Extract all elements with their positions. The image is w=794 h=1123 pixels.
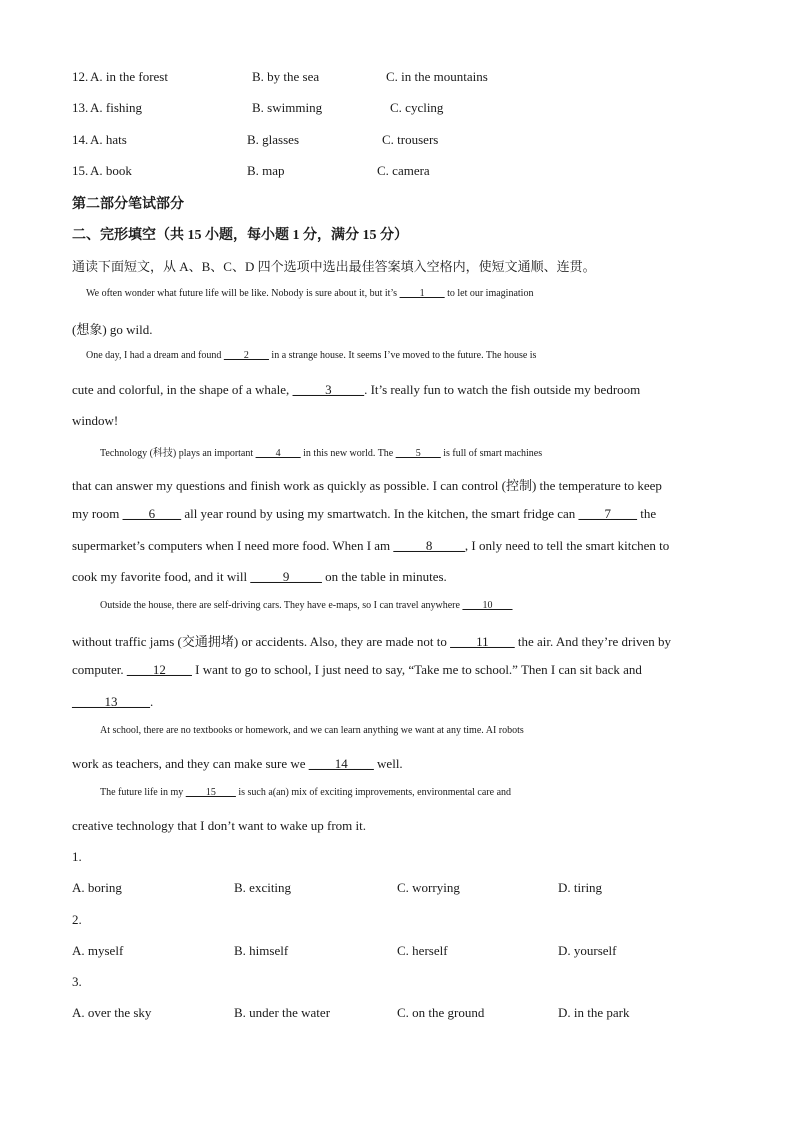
question-number: 2. xyxy=(72,912,82,927)
passage-text: Outside the house, there are self-driving cars. They have e-maps, so I can travel anywhere xyxy=(100,600,463,611)
option-c: C. in the mountains xyxy=(386,69,488,84)
section-title: 二、完形填空（共 15 小题，每小题 1 分，满分 15 分） xyxy=(72,228,408,243)
option-d: D. yourself xyxy=(558,943,617,958)
passage-line xyxy=(72,569,722,585)
option-a: A. boring xyxy=(72,880,122,895)
passage-text: supermarket’s computers when I need more food. When I am xyxy=(72,537,394,553)
passage-line xyxy=(72,818,722,834)
passage-line xyxy=(72,288,736,299)
passage-line xyxy=(72,475,722,494)
passage-line xyxy=(72,694,722,710)
passage-text: well. xyxy=(373,756,403,771)
option-c: C. cycling xyxy=(390,100,444,115)
passage-text: window! xyxy=(72,412,119,428)
part-two-title: 第二部分笔试部分 xyxy=(72,197,184,212)
passage-text: At school, there are no textbooks or homework, and we can learn anything we want at any time. AI robots xyxy=(100,724,524,736)
option-a: A. over the sky xyxy=(72,1005,152,1020)
blank: ____4____ xyxy=(255,448,301,459)
passage-text: on the table in minutes. xyxy=(321,568,447,584)
option-d: D. in the park xyxy=(558,1005,630,1020)
blank: ____14____ xyxy=(308,756,374,771)
passage-text: . xyxy=(150,693,154,709)
passage-text: cook my favorite food, and it will xyxy=(72,568,251,584)
option-c: C. trousers xyxy=(382,132,439,147)
question-number: 15. xyxy=(72,163,89,178)
blank: ____10____ xyxy=(462,600,513,611)
option-b: B. under the water xyxy=(234,1005,331,1020)
option-b: B. by the sea xyxy=(252,69,320,84)
option-a: A. myself xyxy=(72,943,124,958)
passage-text: , I only need to tell the smart kitchen to xyxy=(464,537,670,553)
passage-line xyxy=(72,725,750,736)
passage-line xyxy=(72,350,736,361)
passage-line xyxy=(72,444,750,459)
passage-text: is full of smart machines xyxy=(440,448,543,459)
option-a: A. fishing xyxy=(90,100,142,115)
blank: _____3_____ xyxy=(292,381,365,397)
option-a: A. book xyxy=(90,163,132,178)
passage-text: I want to go to school, I just need to say, “Take me to school.” Then I can sit back and xyxy=(191,662,642,678)
option-d: D. tiring xyxy=(558,880,603,895)
passage-line xyxy=(72,787,750,798)
passage-line xyxy=(72,600,750,611)
blank: ____6____ xyxy=(122,506,182,522)
question-number: 12. xyxy=(72,69,89,84)
passage-text: One day, I had a dream and found xyxy=(86,350,224,362)
blank: ____1____ xyxy=(399,288,445,299)
option-b: B. glasses xyxy=(247,132,299,147)
question-number: 13. xyxy=(72,100,89,115)
passage-line xyxy=(72,662,722,678)
option-c: C. camera xyxy=(377,163,430,178)
option-c: C. on the ground xyxy=(397,1005,485,1020)
passage-text: that can answer my questions and finish work as quickly as possible. I can control (控制) the temperature to keep xyxy=(72,478,662,494)
blank: ____11____ xyxy=(450,634,515,650)
blank: ____7____ xyxy=(578,506,638,522)
passage-line xyxy=(72,756,722,772)
question-number: 14. xyxy=(72,132,89,147)
blank: _____9_____ xyxy=(250,568,322,584)
passage-line xyxy=(72,631,722,650)
passage-text: creative technology that I don’t want to wake up from it. xyxy=(72,818,366,834)
passage-text: computer. xyxy=(72,662,127,678)
passage-text: in a strange house. It seems I’ve moved to the future. The house is xyxy=(268,350,537,362)
question-number: 3. xyxy=(72,974,82,989)
passage-line xyxy=(72,319,722,338)
option-a: A. in the forest xyxy=(90,69,168,84)
passage-text: Technology (科技) plays an important xyxy=(100,448,256,459)
passage-text: in this new world. The xyxy=(300,448,396,459)
passage-text: the xyxy=(637,506,657,522)
blank: ____2____ xyxy=(223,350,269,362)
instruction-text: 通读下面短文，从 A、B、C、D 四个选项中选出最佳答案填入空格内，使短文通顺、连贯。 xyxy=(72,259,596,274)
passage-text: . It’s really fun to watch the fish outside my bedroom xyxy=(364,381,641,397)
option-c: C. worrying xyxy=(397,880,460,895)
blank: ____12____ xyxy=(126,662,192,678)
passage-line xyxy=(72,538,722,554)
passage-text: to let our imagination xyxy=(444,288,534,299)
passage-text: the air. And they’re driven by xyxy=(514,634,671,650)
passage-text: The future life in my xyxy=(100,787,186,799)
passage-line xyxy=(72,382,722,398)
option-b: B. exciting xyxy=(234,880,292,895)
option-b: B. swimming xyxy=(252,100,323,115)
passage-line xyxy=(72,413,722,429)
blank: ____5____ xyxy=(395,448,441,459)
passage-text: We often wonder what future life will be like. Nobody is sure about it, but it’s xyxy=(86,288,400,299)
blank: ____15____ xyxy=(185,787,236,799)
passage-text: all year round by using my smartwatch. In the kitchen, the smart fridge can xyxy=(181,506,579,522)
option-c: C. herself xyxy=(397,943,448,958)
passage-text: work as teachers, and they can make sure we xyxy=(72,756,309,771)
passage-text: is such a(an) mix of exciting improvements, environmental care and xyxy=(235,787,512,799)
passage-line xyxy=(72,506,722,522)
option-a: A. hats xyxy=(90,132,127,147)
passage-text: cute and colorful, in the shape of a whale, xyxy=(72,381,293,397)
blank: _____13_____ xyxy=(72,693,150,709)
option-b: B. himself xyxy=(234,943,289,958)
passage-text: (想象) go wild. xyxy=(72,322,153,338)
option-b: B. map xyxy=(247,163,285,178)
blank: _____8_____ xyxy=(393,537,465,553)
passage-text: without traffic jams (交通拥堵) or accidents. Also, they are made not to xyxy=(72,634,451,650)
question-number: 1. xyxy=(72,849,82,864)
passage-text: my room xyxy=(72,506,123,522)
